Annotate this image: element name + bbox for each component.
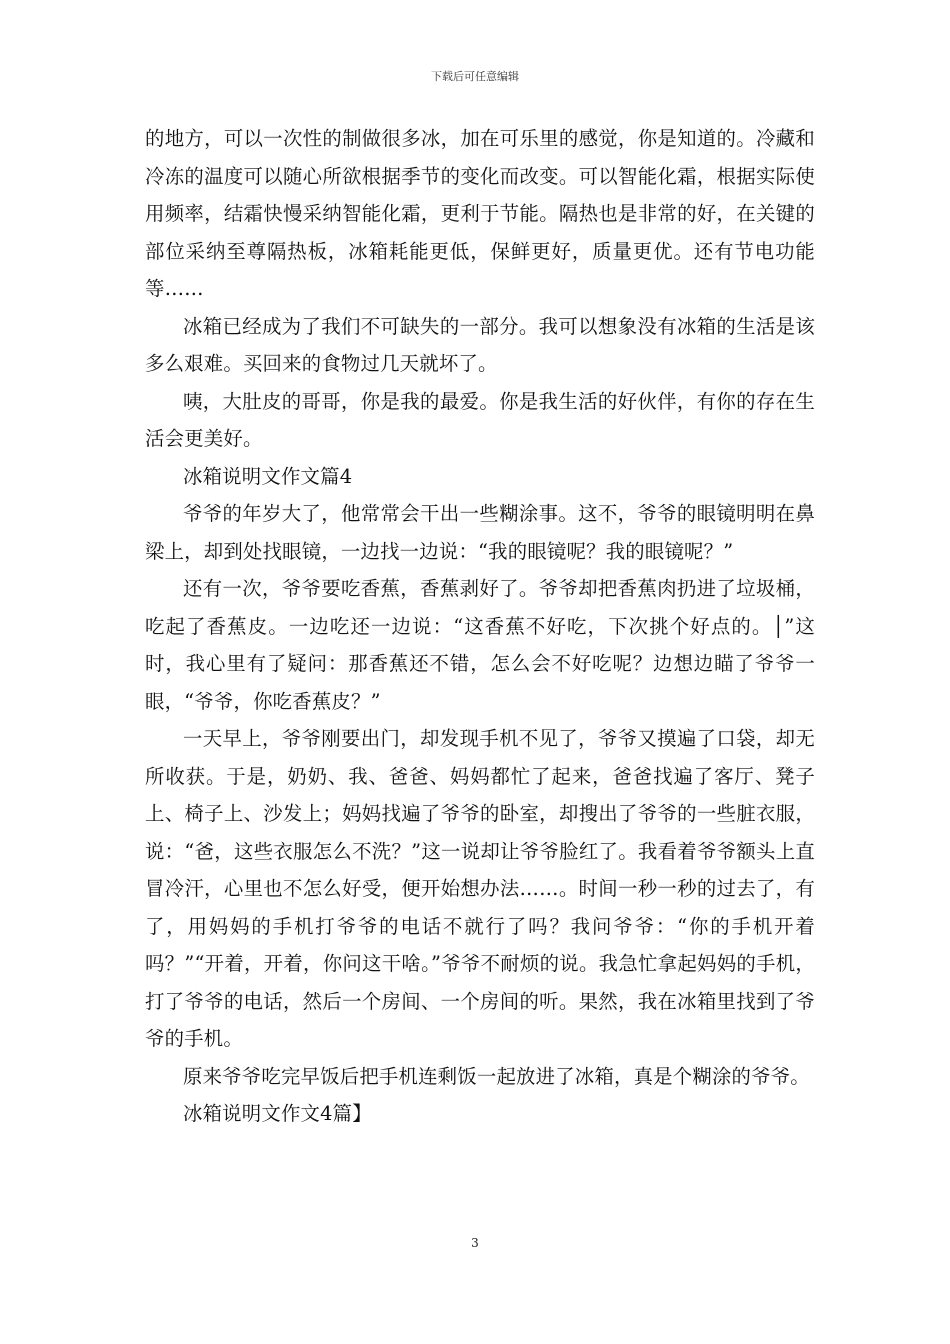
document-body (145, 120, 815, 1133)
page-header: 下载后可任意编辑 (431, 70, 519, 83)
paragraph-3: 咦，大肚皮的哥哥，你是我的最爱。你是我生活的好伙伴，有你的存在生活会更美好。 (145, 389, 815, 450)
paragraph-5: 还有一次，爷爷要吃香蕉，香蕉剥好了。爷爷却把香蕉肉扔进了垃圾桶，吃起了香蕉皮。一边吃还一边说：“这香蕉不好吃，下次挑个好点的。│”这时，我心里有了疑问：那香蕉还不错，怎么会不好吃呢？边想边瞄了爷爷一眼，“爷爷，你吃香蕉皮？” (145, 577, 815, 713)
closing-title: 冰箱说明文作文4篇】 (183, 1102, 372, 1125)
paragraph-7: 原来爷爷吃完早饭后把手机连剩饭一起放进了冰箱，真是个糊涂的爷爷。 (183, 1064, 810, 1088)
section-heading: 冰箱说明文作文篇4 (183, 464, 353, 488)
paragraph-2: 冰箱已经成为了我们不可缺失的一部分。我可以想象没有冰箱的生活是该多么艰难。买回来的食物过几天就坏了。 (145, 314, 815, 375)
paragraph-1: 的地方，可以一次性的制做很多冰，加在可乐里的感觉，你是知道的。冷藏和冷冻的温度可以随心所欲根据季节的变化而改变。可以智能化霜，根据实际使用频率，结霜快慢采纳智能化霜，更利于节能。隔热也是非常的好，在关键的部位采纳至尊隔热板，冰箱耗能更低，保鲜更好，质量更优。还有节电功能等…… (145, 127, 815, 300)
paragraph-6: 一天早上，爷爷刚要出门，却发现手机不见了，爷爷又摸遍了口袋，却无所收获。于是，奶奶、我、爸爸、妈妈都忙了起来，爸爸找遍了客厅、凳子上、椅子上、沙发上；妈妈找遍了爷爷的卧室，却搜出了爷爷的一些脏衣服，说：“爸，这些衣服怎么不洗？”这一说却让爷爷脸红了。我看着爷爷额头上直冒冷汗，心里也不怎么好受，便开始想办法……。时间一秒一秒的过去了，有了，用妈妈的手机打爷爷的电话不就行了吗？我问爷爷：“你的手机开着吗？”“开着，开着，你问这干啥。”爷爷不耐烦的说。我急忙拿起妈妈的手机，打了爷爷的电话，然后一个房间、一个房间的听。果然，我在冰箱里找到了爷爷的手机。 (145, 727, 815, 1050)
page-number: 3 (471, 1236, 479, 1250)
paragraph-4: 爷爷的年岁大了，他常常会干出一些糊涂事。这不，爷爷的眼镜明明在鼻梁上，却到处找眼镜，一边找一边说：“我的眼镜呢？我的眼镜呢？” (145, 502, 815, 563)
